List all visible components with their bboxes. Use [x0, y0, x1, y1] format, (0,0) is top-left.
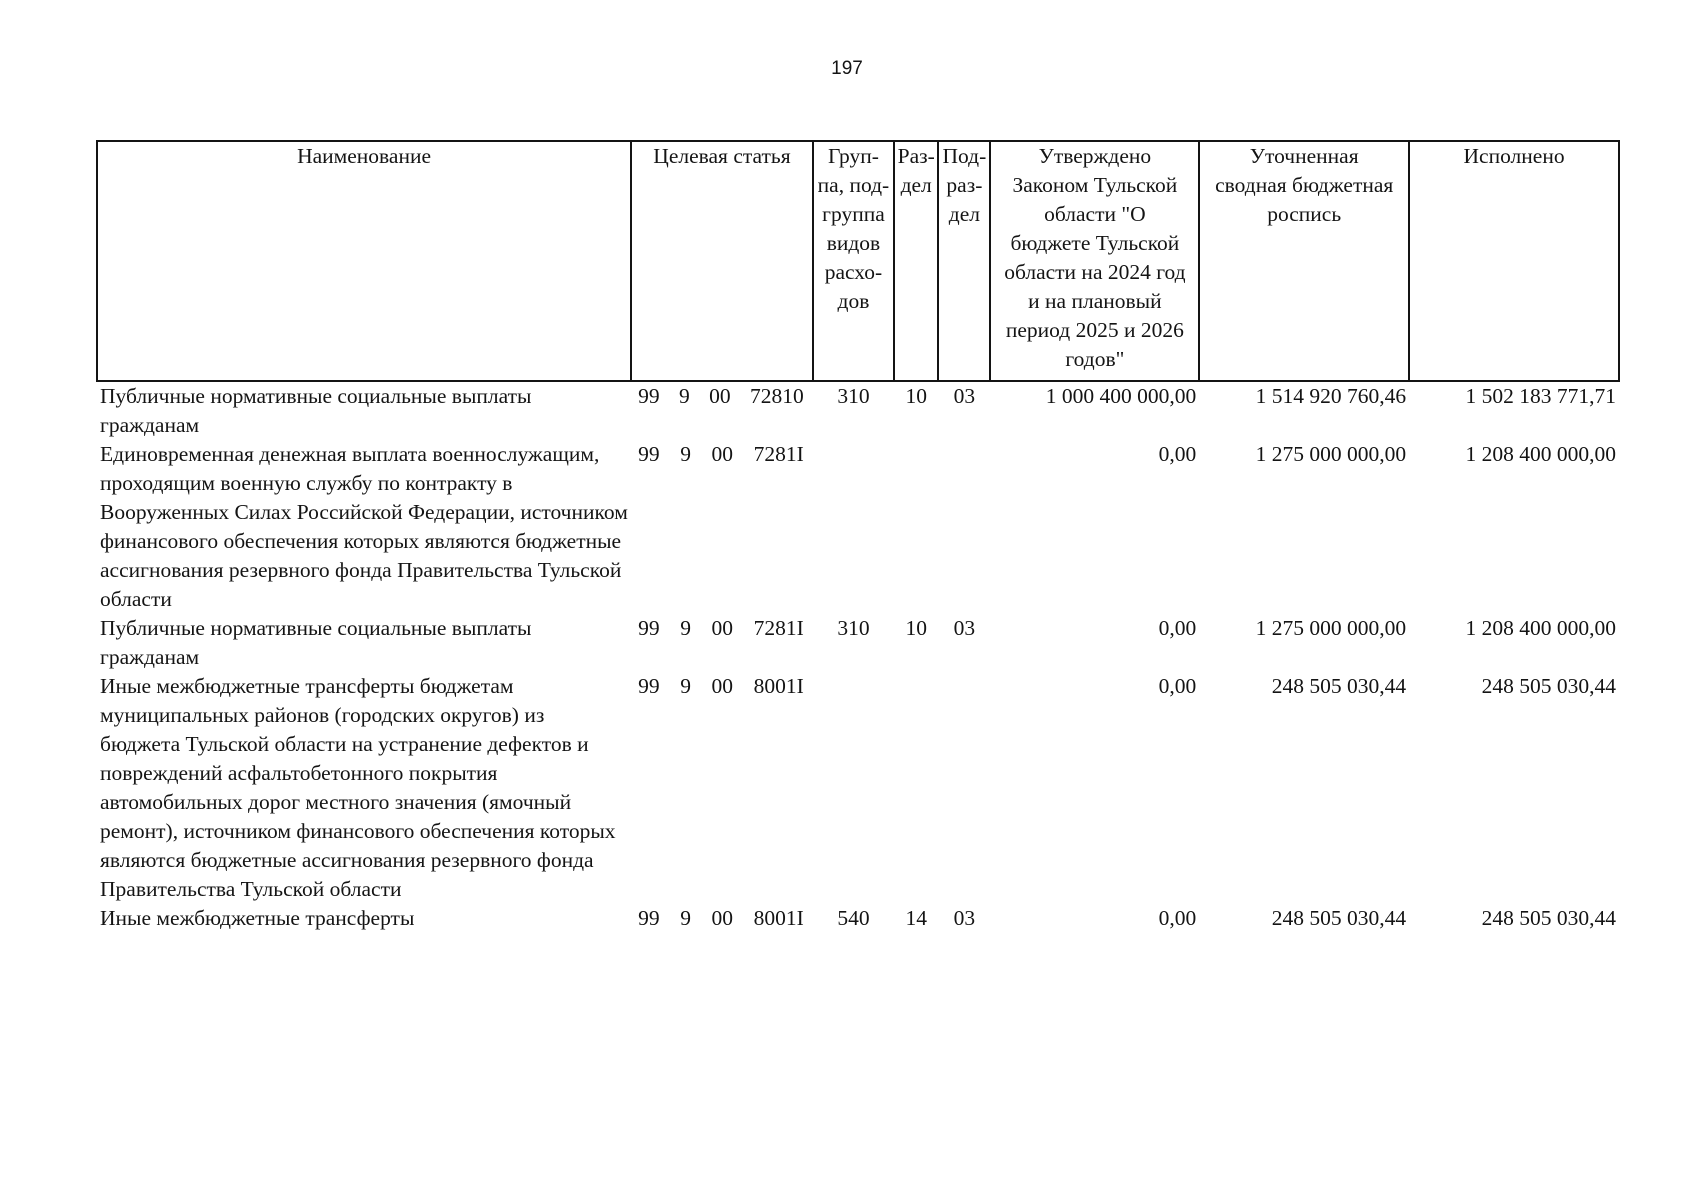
row-executed: 1 208 400 000,00: [1465, 616, 1616, 640]
row-approved: 0,00: [1158, 674, 1197, 698]
row-name: Иные межбюджетные трансферты бюджетам муниципальных районов (городских округов) из бюджета Тульской области на устранение дефектов и повреждений асфальтобетонного покрытия автомобильных дорог местного значения (ямочный ремонт), источником финансового обеспечения которых являются бюджетные ассигнования резервного фонда Правительства Тульской области: [100, 674, 616, 901]
row-subsection: 03: [953, 384, 976, 408]
row-group: [813, 440, 894, 614]
row-revised: 1 275 000 000,00: [1255, 442, 1407, 466]
table-row: [97, 381, 1619, 440]
row-name: Единовременная денежная выплата военнослужащим, проходящим военную службу по контракту в Вооруженных Силах Российской Федерации, источником финансового обеспечения которых являются бюджетные ассигнования резервного фонда Правительства Тульской области: [100, 442, 628, 611]
row-group: 310: [837, 616, 870, 640]
row-section: [894, 440, 938, 614]
row-name: Публичные нормативные социальные выплаты гражданам: [100, 384, 532, 437]
table-row: [97, 614, 1619, 672]
row-section: 14: [905, 906, 927, 930]
row-group: 310: [837, 384, 870, 408]
row-target-article: 99 9 00 8001I: [638, 906, 804, 930]
row-section: 10: [905, 616, 927, 640]
row-target-article: 99 9 00 7281I: [638, 616, 804, 640]
row-target-article: 99 9 00 7281I: [638, 442, 804, 466]
row-subsection: 03: [953, 616, 976, 640]
row-approved: 0,00: [1158, 906, 1197, 930]
row-executed: 248 505 030,44: [1481, 674, 1616, 698]
header-subsection: Под- раз- дел: [938, 141, 990, 381]
row-revised: 248 505 030,44: [1271, 906, 1407, 930]
row-executed: 248 505 030,44: [1481, 906, 1616, 930]
row-executed: 1 208 400 000,00: [1465, 442, 1616, 466]
header-approved: Утверждено Законом Тульской области "О бюджете Тульской области на 2024 год и на плановый период 2025 и 2026 годов": [990, 141, 1199, 381]
row-name: Публичные нормативные социальные выплаты гражданам: [100, 616, 532, 669]
table-row: [97, 672, 1619, 904]
table-header-row: [97, 141, 1619, 381]
row-section: [894, 672, 938, 904]
table-row: [97, 440, 1619, 614]
header-group: Груп- па, под- группа видов расхо- дов: [813, 141, 894, 381]
header-executed: Исполнено: [1409, 141, 1619, 381]
budget-table: [96, 140, 1620, 933]
row-revised: 1 514 920 760,46: [1255, 384, 1407, 408]
header-name: Наименование: [97, 141, 631, 381]
row-target-article: 99 9 00 8001I: [638, 674, 804, 698]
table-row: [97, 904, 1619, 933]
row-approved: 0,00: [1158, 442, 1197, 466]
row-group: 540: [837, 906, 870, 930]
row-approved: 0,00: [1158, 616, 1197, 640]
row-revised: 1 275 000 000,00: [1255, 616, 1407, 640]
row-target-article: 99 9 00 72810: [638, 384, 804, 408]
header-section: Раз- дел: [894, 141, 938, 381]
row-revised: 248 505 030,44: [1271, 674, 1407, 698]
row-subsection: [938, 440, 990, 614]
header-target-article: Целевая статья: [631, 141, 813, 381]
row-executed: 1 502 183 771,71: [1465, 384, 1616, 408]
row-approved: 1 000 400 000,00: [1045, 384, 1197, 408]
row-name: Иные межбюджетные трансферты: [100, 906, 415, 930]
row-group: [813, 672, 894, 904]
row-section: 10: [905, 384, 927, 408]
header-revised: Уточненная сводная бюджетная роспись: [1199, 141, 1409, 381]
page-number: 197: [831, 58, 863, 79]
row-subsection: 03: [953, 906, 976, 930]
row-subsection: [938, 672, 990, 904]
